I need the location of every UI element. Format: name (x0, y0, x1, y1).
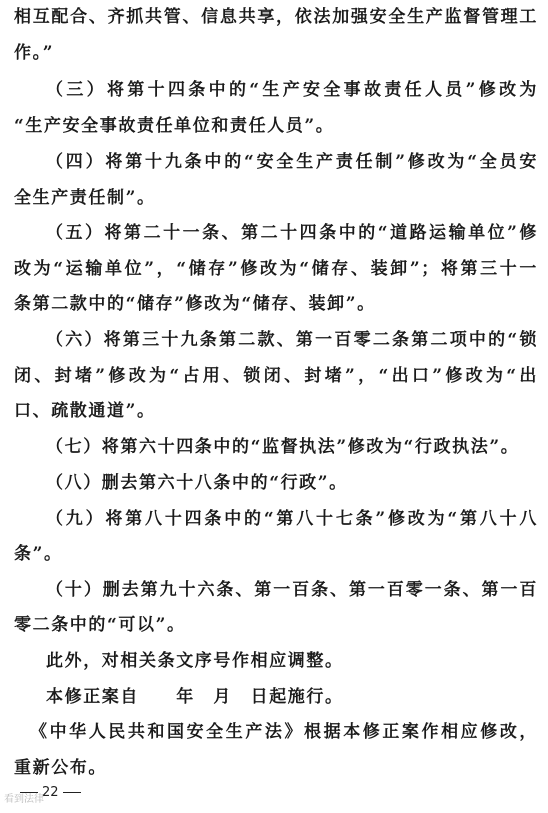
text-line-12: 口、疏散通道”。 (14, 401, 156, 421)
text-line-22: 重新公布。 (14, 758, 107, 778)
text-line-8: 改为“运输单位”，“储存”修改为“储存、装卸”；将第三十一 (14, 259, 538, 279)
text-line-4: “生产安全事故责任单位和责任人员”。 (14, 116, 335, 136)
text-line-1: 相互配合、齐抓共管、信息共享，依法加强安全生产监督管理工 (14, 7, 538, 27)
text-line-7: （五）将第二十一条、第二十四条中的“道路运输单位”修 (46, 223, 538, 243)
text-line-6: 全生产责任制”。 (14, 188, 156, 208)
text-line-15: （九）将第八十四条中的“第八十七条”修改为“第八十八 (46, 509, 538, 529)
text-line-16: 条”。 (14, 544, 63, 564)
text-line-13: （七）将第六十四条中的“监督执法”修改为“行政执法”。 (46, 437, 520, 457)
text-line-17: （十）删去第九十六条、第一百条、第一百零一条、第一百 (46, 580, 538, 600)
page-number: 22 (42, 785, 59, 800)
watermark-logo: 看到法律 (4, 794, 44, 805)
text-line-3: （三）将第十四条中的“生产安全事故责任人员”修改为 (46, 80, 538, 100)
footer-dash-right (63, 792, 81, 793)
text-line-5: （四）将第十九条中的“安全生产责任制”修改为“全员安 (46, 152, 538, 172)
text-line-9: 条第二款中的“储存”修改为“储存、装卸”。 (14, 294, 376, 314)
text-line-20: 本修正案自 年 月 日起施行。 (46, 687, 344, 707)
text-line-14: （八）删去第六十八条中的“行政”。 (46, 473, 348, 493)
text-line-18: 零二条中的“可以”。 (14, 615, 186, 635)
text-line-19: 此外，对相关条文序号作相应调整。 (46, 651, 344, 671)
text-line-11: 闭、封堵”修改为“占用、锁闭、封堵”，“出口”修改为“出 (14, 366, 538, 386)
text-line-21: 《中华人民共和国安全生产法》根据本修正案作相应修改， (30, 722, 538, 742)
text-line-2: 作。” (14, 43, 55, 63)
text-line-10: （六）将第三十九条第二款、第一百零二条第二项中的“锁 (46, 330, 538, 350)
